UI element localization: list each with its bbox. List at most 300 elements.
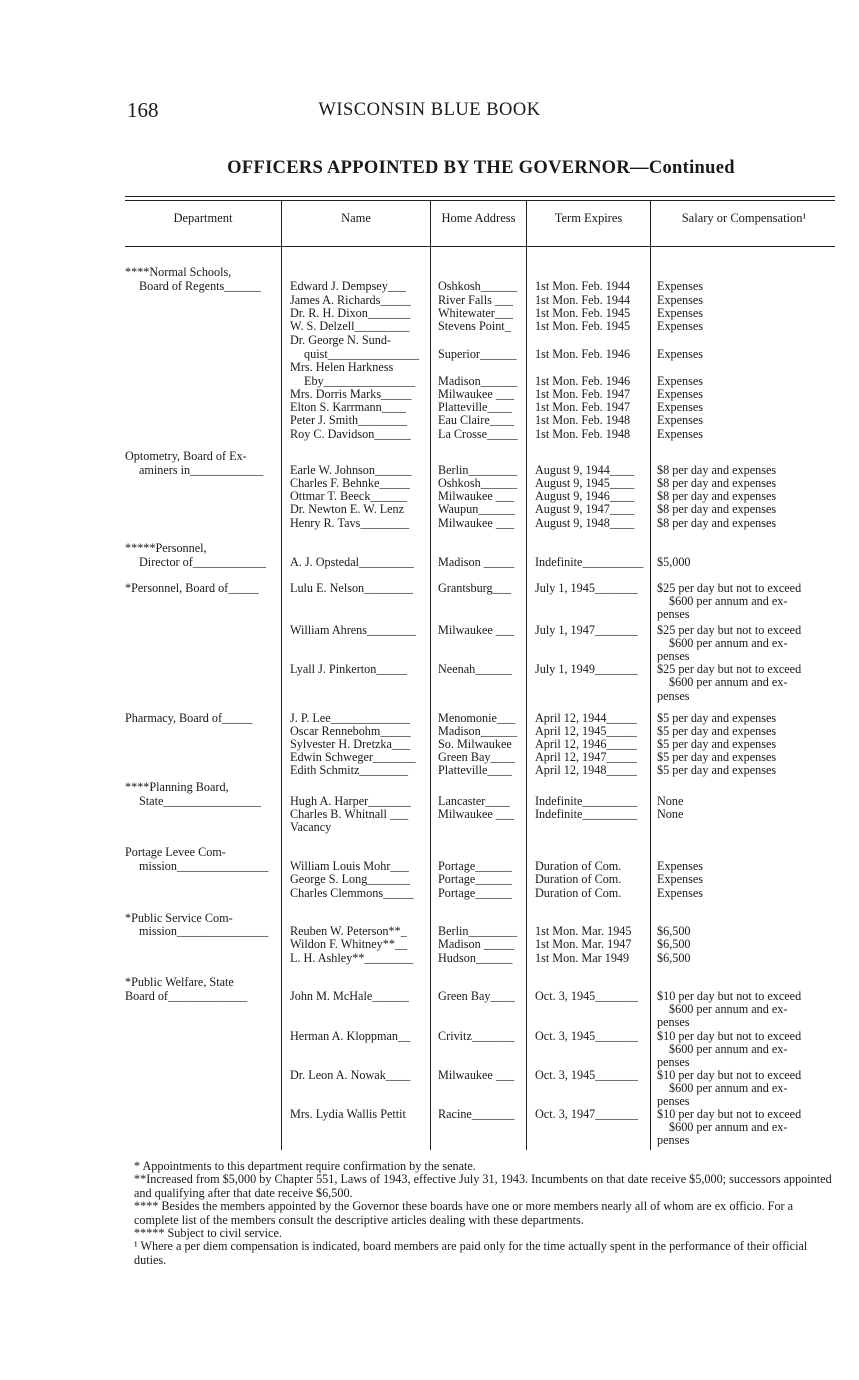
cell-term xyxy=(535,334,645,347)
cell-addr xyxy=(438,846,524,859)
cell-name: Dr. George N. Sund- xyxy=(290,334,391,347)
cell-addr: Platteville____ xyxy=(438,764,512,777)
page-number: 168 xyxy=(127,98,159,122)
cell-term: April 12, 1944_____ xyxy=(535,712,637,725)
cell-addr xyxy=(438,334,524,347)
cell-term: 1st Mon. Feb. 1946 xyxy=(535,348,631,361)
cell-name: John M. McHale______ xyxy=(290,990,409,1003)
cell-dept xyxy=(125,608,275,621)
cell-term: July 1, 1947_______ xyxy=(535,624,638,637)
cell-sal xyxy=(657,976,837,989)
column-header-term-expires: Term Expires xyxy=(554,211,623,225)
cell-addr: Milwaukee ___ xyxy=(438,517,515,530)
cell-addr: Menomonie___ xyxy=(438,712,516,725)
cell-dept xyxy=(125,490,275,503)
cell-dept: aminers in____________ xyxy=(139,464,264,477)
cell-term: 1st Mon. Mar. 1947 xyxy=(535,938,632,951)
footnote-increase: **Increased from $5,000 by Chapter 551, Laws of 1943, effective July 31, 1943. Incumbents on that date receive $5,000; successors appointed and qualifying after that date receive $6,500. xyxy=(134,1172,832,1200)
cell-dept xyxy=(125,307,275,320)
cell-dept xyxy=(125,764,275,777)
column-divider-2 xyxy=(430,200,431,1150)
cell-addr xyxy=(438,1043,524,1056)
cell-name xyxy=(290,912,428,925)
cell-dept: Board of Regents______ xyxy=(139,280,261,293)
cell-dept: State________________ xyxy=(139,795,261,808)
cell-dept: Director of____________ xyxy=(139,556,266,569)
cell-addr xyxy=(438,542,524,555)
cell-dept xyxy=(125,663,275,676)
cell-term xyxy=(535,1056,645,1069)
cell-addr: Milwaukee ___ xyxy=(438,624,515,637)
cell-sal: Expenses xyxy=(657,280,704,293)
cell-addr: Milwaukee ___ xyxy=(438,808,515,821)
cell-name xyxy=(290,542,428,555)
cell-sal: penses xyxy=(657,1056,690,1069)
cell-term xyxy=(535,1043,645,1056)
cell-sal: $25 per day but not to exceed xyxy=(657,624,802,637)
cell-addr: Platteville____ xyxy=(438,401,512,414)
cell-addr xyxy=(438,821,524,834)
cell-term: July 1, 1949_______ xyxy=(535,663,638,676)
cell-dept xyxy=(125,873,275,886)
cell-addr xyxy=(438,1082,524,1095)
cell-addr: Milwaukee ___ xyxy=(438,388,515,401)
cell-addr: Portage______ xyxy=(438,860,512,873)
cell-addr xyxy=(438,450,524,463)
cell-sal: penses xyxy=(657,690,690,703)
table-top-rule-2 xyxy=(125,200,835,201)
cell-addr: Lancaster____ xyxy=(438,795,510,808)
cell-addr xyxy=(438,637,524,650)
cell-name: Vacancy xyxy=(290,821,332,834)
cell-addr xyxy=(438,690,524,703)
cell-name: Edith Schmitz________ xyxy=(290,764,409,777)
cell-name: Charles B. Whitnall ___ xyxy=(290,808,409,821)
cell-sal: $600 per annum and ex- xyxy=(669,637,788,650)
page-header xyxy=(0,98,859,126)
cell-name: Lyall J. Pinkerton_____ xyxy=(290,663,407,676)
cell-addr xyxy=(438,608,524,621)
cell-sal: $600 per annum and ex- xyxy=(669,1003,788,1016)
cell-dept xyxy=(125,938,275,951)
cell-sal xyxy=(657,846,837,859)
cell-term: 1st Mon. Feb. 1947 xyxy=(535,388,631,401)
cell-term: Oct. 3, 1945_______ xyxy=(535,990,638,1003)
cell-name xyxy=(290,846,428,859)
cell-addr xyxy=(438,1003,524,1016)
cell-term: 1st Mon. Feb. 1944 xyxy=(535,294,631,307)
cell-name: George S. Long_______ xyxy=(290,873,410,886)
cell-sal: $25 per day but not to exceed xyxy=(657,582,802,595)
cell-dept: ****Normal Schools, xyxy=(125,266,232,279)
cell-dept xyxy=(125,808,275,821)
cell-name: J. P. Lee_____________ xyxy=(290,712,410,725)
cell-term: April 12, 1948_____ xyxy=(535,764,637,777)
cell-dept xyxy=(125,690,275,703)
cell-name: Edward J. Dempsey___ xyxy=(290,280,407,293)
cell-dept xyxy=(125,401,275,414)
cell-dept xyxy=(125,388,275,401)
cell-term: August 9, 1948____ xyxy=(535,517,635,530)
cell-addr: Madison _____ xyxy=(438,938,515,951)
cell-name xyxy=(290,1003,428,1016)
cell-dept xyxy=(125,821,275,834)
cell-name xyxy=(290,450,428,463)
cell-addr: Oshkosh______ xyxy=(438,477,518,490)
cell-sal: penses xyxy=(657,1134,690,1147)
cell-term xyxy=(535,1016,645,1029)
cell-addr: Waupun______ xyxy=(438,503,515,516)
cell-sal: $25 per day but not to exceed xyxy=(657,663,802,676)
cell-sal: None xyxy=(657,795,684,808)
cell-sal: $5 per day and expenses xyxy=(657,725,777,738)
cell-name: Ottmar T. Beeck______ xyxy=(290,490,407,503)
cell-name xyxy=(290,1082,428,1095)
cell-term: April 12, 1947_____ xyxy=(535,751,637,764)
cell-dept xyxy=(125,725,275,738)
cell-term: August 9, 1945____ xyxy=(535,477,635,490)
cell-term xyxy=(535,976,645,989)
cell-sal: Expenses xyxy=(657,860,704,873)
cell-term: July 1, 1945_______ xyxy=(535,582,638,595)
cell-addr: Neenah______ xyxy=(438,663,512,676)
cell-sal: Expenses xyxy=(657,307,704,320)
cell-dept xyxy=(125,637,275,650)
cell-name xyxy=(290,781,428,794)
cell-name: Roy C. Davidson______ xyxy=(290,428,411,441)
cell-dept: Board of_____________ xyxy=(125,990,248,1003)
cell-dept xyxy=(125,361,275,374)
cell-addr: Madison______ xyxy=(438,375,518,388)
cell-addr: Madison______ xyxy=(438,725,518,738)
cell-dept: *Public Service Com- xyxy=(125,912,233,925)
cell-addr: La Crosse_____ xyxy=(438,428,518,441)
cell-term: August 9, 1944____ xyxy=(535,464,635,477)
cell-sal: $8 per day and expenses xyxy=(657,477,777,490)
cell-dept: Pharmacy, Board of_____ xyxy=(125,712,253,725)
cell-sal: $5 per day and expenses xyxy=(657,751,777,764)
cell-name: Oscar Rennebohm_____ xyxy=(290,725,411,738)
cell-addr: Berlin________ xyxy=(438,925,518,938)
cell-term xyxy=(535,608,645,621)
cell-name xyxy=(290,1043,428,1056)
cell-term: 1st Mon. Feb. 1948 xyxy=(535,414,631,427)
cell-term: 1st Mon. Feb. 1945 xyxy=(535,320,631,333)
cell-name: Mrs. Helen Harkness xyxy=(290,361,394,374)
cell-dept xyxy=(125,1108,275,1121)
cell-addr xyxy=(438,1016,524,1029)
cell-term: Duration of Com. xyxy=(535,887,622,900)
cell-sal: penses xyxy=(657,1016,690,1029)
cell-addr xyxy=(438,1095,524,1108)
table-header-rule xyxy=(125,246,835,247)
cell-name: Hugh A. Harper_______ xyxy=(290,795,411,808)
cell-dept xyxy=(125,1134,275,1147)
column-header-salary: Salary or Compensation¹ xyxy=(681,211,807,225)
cell-term: April 12, 1946_____ xyxy=(535,738,637,751)
cell-sal: $600 per annum and ex- xyxy=(669,595,788,608)
cell-name xyxy=(290,1134,428,1147)
column-header-home-address: Home Address xyxy=(441,211,516,225)
cell-sal: $600 per annum and ex- xyxy=(669,1043,788,1056)
cell-dept: Optometry, Board of Ex- xyxy=(125,450,247,463)
table-top-rule-1 xyxy=(125,196,835,197)
cell-name: Charles Clemmons_____ xyxy=(290,887,414,900)
cell-sal: $6,500 xyxy=(657,938,691,951)
cell-name: Lulu E. Nelson________ xyxy=(290,582,413,595)
cell-name: Dr. R. H. Dixon_______ xyxy=(290,307,411,320)
cell-sal xyxy=(657,361,837,374)
cell-term xyxy=(535,361,645,374)
cell-addr xyxy=(438,595,524,608)
cell-addr xyxy=(438,361,524,374)
cell-addr xyxy=(438,1056,524,1069)
cell-name: Mrs. Lydia Wallis Pettit xyxy=(290,1108,406,1121)
cell-sal: $5 per day and expenses xyxy=(657,712,777,725)
cell-term xyxy=(535,595,645,608)
cell-name: Eby_______________ xyxy=(304,375,416,388)
cell-dept xyxy=(125,1082,275,1095)
cell-sal: $5 per day and expenses xyxy=(657,764,777,777)
cell-name xyxy=(290,676,428,689)
cell-addr: Green Bay____ xyxy=(438,990,515,1003)
cell-sal: penses xyxy=(657,608,690,621)
cell-dept xyxy=(125,738,275,751)
cell-term xyxy=(535,1095,645,1108)
cell-dept xyxy=(125,887,275,900)
cell-term xyxy=(535,821,645,834)
cell-term xyxy=(535,912,645,925)
cell-term xyxy=(535,450,645,463)
cell-addr: Crivitz_______ xyxy=(438,1030,515,1043)
cell-name xyxy=(290,690,428,703)
cell-addr: Hudson______ xyxy=(438,952,513,965)
cell-dept xyxy=(125,1043,275,1056)
cell-dept: Portage Levee Com- xyxy=(125,846,226,859)
cell-addr xyxy=(438,781,524,794)
cell-name xyxy=(290,1056,428,1069)
cell-dept: *Personnel, Board of_____ xyxy=(125,582,259,595)
cell-term: Indefinite_________ xyxy=(535,795,638,808)
cell-dept xyxy=(125,414,275,427)
cell-name xyxy=(290,595,428,608)
cell-term: 1st Mon. Feb. 1945 xyxy=(535,307,631,320)
cell-name: Charles F. Behnke_____ xyxy=(290,477,410,490)
cell-addr xyxy=(438,650,524,663)
cell-name: L. H. Ashley**________ xyxy=(290,952,414,965)
cell-name: Sylvester H. Dretzka___ xyxy=(290,738,411,751)
cell-name xyxy=(290,266,428,279)
cell-name xyxy=(290,1016,428,1029)
cell-sal xyxy=(657,542,837,555)
cell-dept xyxy=(125,1016,275,1029)
cell-term xyxy=(535,781,645,794)
cell-sal: $600 per annum and ex- xyxy=(669,1121,788,1134)
cell-sal: $10 per day but not to exceed xyxy=(657,1030,802,1043)
cell-term xyxy=(535,1003,645,1016)
cell-name xyxy=(290,608,428,621)
cell-sal: Expenses xyxy=(657,873,704,886)
cell-term xyxy=(535,650,645,663)
cell-sal: Expenses xyxy=(657,348,704,361)
cell-sal: $8 per day and expenses xyxy=(657,517,777,530)
cell-name: Wildon F. Whitney**__ xyxy=(290,938,408,951)
cell-name xyxy=(290,650,428,663)
cell-addr xyxy=(438,266,524,279)
cell-term: Indefinite_________ xyxy=(535,808,638,821)
cell-name: Dr. Leon A. Nowak____ xyxy=(290,1069,411,1082)
cell-term xyxy=(535,676,645,689)
cell-dept xyxy=(125,1121,275,1134)
cell-sal xyxy=(657,821,837,834)
footnote-boards: **** Besides the members appointed by the Governor these boards have one or more members nearly all of whom are ex officio. For a complete list of the members consult the descriptive articles dealing with these departments. xyxy=(134,1199,794,1227)
cell-name: Mrs. Dorris Marks_____ xyxy=(290,388,412,401)
cell-sal xyxy=(657,334,837,347)
cell-sal xyxy=(657,450,837,463)
cell-dept xyxy=(125,751,275,764)
cell-term: 1st Mon. Mar 1949 xyxy=(535,952,630,965)
cell-sal: Expenses xyxy=(657,294,704,307)
cell-name xyxy=(290,976,428,989)
cell-term: August 9, 1946____ xyxy=(535,490,635,503)
cell-sal: $10 per day but not to exceed xyxy=(657,1108,802,1121)
cell-name: Elton S. Karrmann____ xyxy=(290,401,407,414)
cell-addr: Portage______ xyxy=(438,887,512,900)
cell-name: Peter J. Smith________ xyxy=(290,414,407,427)
cell-term xyxy=(535,637,645,650)
cell-dept: ****Planning Board, xyxy=(125,781,229,794)
cell-term xyxy=(535,690,645,703)
cell-name: Henry R. Tavs________ xyxy=(290,517,410,530)
cell-term: Oct. 3, 1945_______ xyxy=(535,1069,638,1082)
cell-name: Herman A. Kloppman__ xyxy=(290,1030,411,1043)
cell-sal: $10 per day but not to exceed xyxy=(657,1069,802,1082)
cell-term: 1st Mon. Feb. 1948 xyxy=(535,428,631,441)
cell-sal xyxy=(657,266,837,279)
cell-term xyxy=(535,846,645,859)
cell-sal xyxy=(657,912,837,925)
cell-dept xyxy=(125,595,275,608)
cell-name xyxy=(290,1095,428,1108)
running-title: WISCONSIN BLUE BOOK xyxy=(318,100,541,120)
cell-addr: Berlin________ xyxy=(438,464,518,477)
cell-addr xyxy=(438,1134,524,1147)
cell-addr: Whitewater___ xyxy=(438,307,514,320)
cell-sal: Expenses xyxy=(657,320,704,333)
cell-sal: $600 per annum and ex- xyxy=(669,676,788,689)
cell-dept xyxy=(125,503,275,516)
cell-sal: $8 per day and expenses xyxy=(657,503,777,516)
cell-name: James A. Richards_____ xyxy=(290,294,411,307)
cell-dept xyxy=(125,375,275,388)
cell-name xyxy=(290,1121,428,1134)
cell-name: Reuben W. Peterson**_ xyxy=(290,925,407,938)
cell-sal: Expenses xyxy=(657,428,704,441)
cell-addr: Milwaukee ___ xyxy=(438,1069,515,1082)
cell-name: Dr. Newton E. W. Lenz xyxy=(290,503,405,516)
cell-term: Duration of Com. xyxy=(535,873,622,886)
cell-sal: $600 per annum and ex- xyxy=(669,1082,788,1095)
cell-dept xyxy=(125,294,275,307)
cell-term xyxy=(535,1134,645,1147)
cell-sal: Expenses xyxy=(657,401,704,414)
cell-term: 1st Mon. Mar. 1945 xyxy=(535,925,632,938)
cell-sal xyxy=(657,781,837,794)
cell-name: A. J. Opstedal_________ xyxy=(290,556,414,569)
cell-sal: Expenses xyxy=(657,375,704,388)
cell-dept: mission_______________ xyxy=(139,860,269,873)
cell-sal: penses xyxy=(657,650,690,663)
cell-dept xyxy=(125,1056,275,1069)
cell-dept xyxy=(125,1069,275,1082)
cell-sal: Expenses xyxy=(657,414,704,427)
column-header-name: Name xyxy=(341,211,371,225)
column-divider-1 xyxy=(281,200,282,1150)
cell-sal: Expenses xyxy=(657,887,704,900)
cell-dept xyxy=(125,477,275,490)
cell-addr xyxy=(438,676,524,689)
cell-term: Indefinite__________ xyxy=(535,556,644,569)
cell-term: 1st Mon. Feb. 1946 xyxy=(535,375,631,388)
cell-name xyxy=(290,637,428,650)
cell-addr: Stevens Point_ xyxy=(438,320,511,333)
cell-sal: $6,500 xyxy=(657,925,691,938)
cell-addr: Superior______ xyxy=(438,348,517,361)
cell-dept xyxy=(125,517,275,530)
cell-addr xyxy=(438,1121,524,1134)
cell-term: Oct. 3, 1945_______ xyxy=(535,1030,638,1043)
cell-term: 1st Mon. Feb. 1944 xyxy=(535,280,631,293)
cell-sal: None xyxy=(657,808,684,821)
cell-addr: Portage______ xyxy=(438,873,512,886)
cell-sal: $6,500 xyxy=(657,952,691,965)
cell-name: Earle W. Johnson______ xyxy=(290,464,412,477)
footnote-civil-service: ***** Subject to civil service. xyxy=(134,1226,282,1241)
cell-dept xyxy=(125,676,275,689)
cell-dept xyxy=(125,348,275,361)
cell-addr xyxy=(438,976,524,989)
cell-dept xyxy=(125,1003,275,1016)
cell-sal: penses xyxy=(657,1095,690,1108)
cell-addr: Oshkosh______ xyxy=(438,280,518,293)
cell-sal: $8 per day and expenses xyxy=(657,490,777,503)
footnote-per-diem: ¹ Where a per diem compensation is indicated, board members are paid only for the time actually spent in the performance of their official duties. xyxy=(134,1239,808,1267)
cell-dept xyxy=(125,650,275,663)
cell-addr: Eau Claire____ xyxy=(438,414,515,427)
cell-dept: mission_______________ xyxy=(139,925,269,938)
column-header-department: Department xyxy=(173,211,233,225)
cell-term: August 9, 1947____ xyxy=(535,503,635,516)
cell-sal: $5 per day and expenses xyxy=(657,738,777,751)
cell-name: Edwin Schweger_______ xyxy=(290,751,416,764)
cell-term: 1st Mon. Feb. 1947 xyxy=(535,401,631,414)
cell-name: quist_______________ xyxy=(304,348,420,361)
cell-term xyxy=(535,1121,645,1134)
cell-dept xyxy=(125,1030,275,1043)
footnote-senate: * Appointments to this department require confirmation by the senate. xyxy=(134,1159,476,1173)
cell-dept xyxy=(125,952,275,965)
cell-addr: Green Bay____ xyxy=(438,751,515,764)
cell-dept: *****Personnel, xyxy=(125,542,207,555)
footnotes xyxy=(122,1160,836,1267)
section-title: OFFICERS APPOINTED BY THE GOVERNOR—Continued xyxy=(227,158,735,178)
cell-dept xyxy=(125,320,275,333)
cell-dept xyxy=(125,1095,275,1108)
cell-sal: $5,000 xyxy=(657,556,691,569)
cell-sal: $8 per day and expenses xyxy=(657,464,777,477)
cell-dept xyxy=(125,624,275,637)
cell-dept xyxy=(125,334,275,347)
